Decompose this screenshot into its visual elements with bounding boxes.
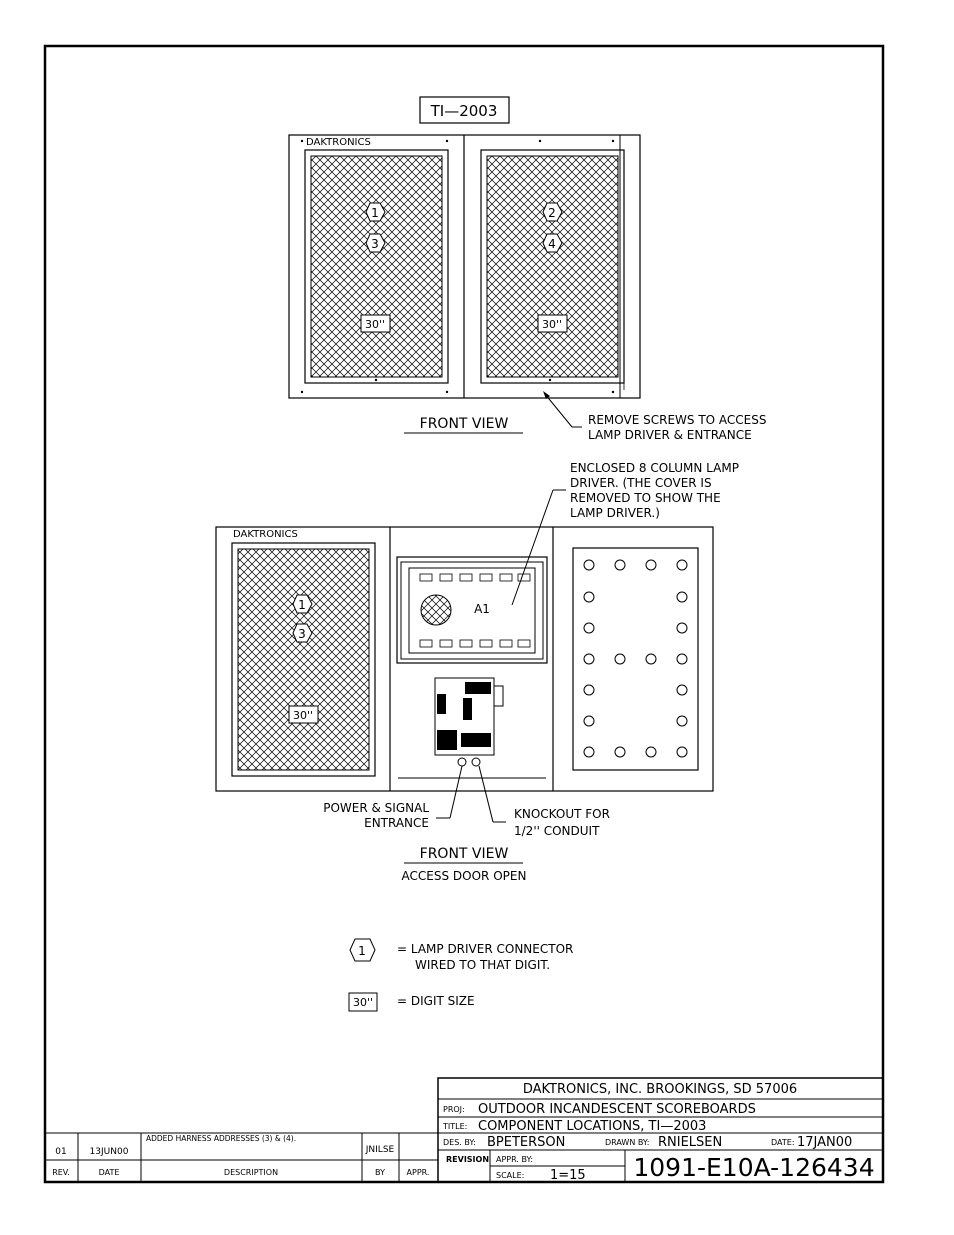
project-name: OUTDOOR INCANDESCENT SCOREBOARDS	[478, 1102, 756, 1117]
scale-label: SCALE:	[496, 1171, 525, 1180]
legend-connector-text: = LAMP DRIVER CONNECTOR	[397, 942, 574, 956]
remove-screws-note: REMOVE SCREWS TO ACCESS	[588, 413, 767, 427]
legend-connector-symbol: 1	[358, 944, 366, 958]
digit-size-text: 30''	[292, 709, 314, 722]
digit-size-text: 30''	[364, 318, 386, 331]
knockout-note-1: KNOCKOUT FOR	[514, 807, 610, 821]
rev-by: JNILSE	[365, 1145, 395, 1155]
header-appr: APPR.	[406, 1168, 430, 1177]
svg-text:3: 3	[371, 237, 379, 251]
svg-text:1: 1	[298, 598, 306, 612]
power-note-1: POWER & SIGNAL	[323, 801, 429, 815]
driver-note-2: DRIVER. (THE COVER IS	[570, 476, 712, 490]
header-description: DESCRIPTION	[223, 1168, 279, 1177]
front-view-open	[216, 461, 739, 883]
digit-mesh-open	[238, 549, 369, 770]
driver-note-4: LAMP DRIVER.)	[570, 506, 660, 520]
header-rev: REV.	[52, 1168, 70, 1177]
rev-description: ADDED HARNESS ADDRESSES (3) & (4).	[146, 1134, 297, 1143]
knockout-panel	[573, 548, 698, 770]
drawing-title: COMPONENT LOCATIONS, TI—2003	[478, 1119, 707, 1134]
brand-label: DAKTRONICS	[306, 137, 371, 148]
header-by: BY	[375, 1168, 385, 1177]
title-label: TITLE:	[443, 1122, 468, 1131]
knockout-note-2: 1/2'' CONDUIT	[514, 824, 600, 838]
company-name: DAKTRONICS, INC. BROOKINGS, SD 57006	[522, 1082, 798, 1097]
driver-note-3: REMOVED TO SHOW THE	[570, 491, 721, 505]
view-label-top: FRONT VIEW	[419, 416, 509, 432]
date-label: DATE:	[771, 1138, 795, 1147]
legend-size-symbol: 30''	[352, 996, 374, 1009]
svg-text:2: 2	[548, 206, 556, 220]
front-view-closed	[289, 97, 767, 442]
view-sublabel: ACCESS DOOR OPEN	[401, 869, 527, 883]
proj-label: PROJ:	[443, 1105, 465, 1114]
svg-text:3: 3	[298, 627, 306, 641]
view-label-open: FRONT VIEW	[419, 846, 509, 862]
scale-value: 1=15	[550, 1168, 586, 1183]
drawn-label: DRAWN BY:	[605, 1138, 650, 1147]
designer: BPETERSON	[487, 1135, 566, 1150]
legend-size-text: = DIGIT SIZE	[397, 994, 475, 1008]
rev-number: 01	[55, 1147, 67, 1157]
digit-mesh-left	[311, 156, 442, 377]
des-label: DES. BY:	[443, 1138, 476, 1147]
rev-date: 13JUN00	[89, 1147, 129, 1157]
title-box-text: TI—2003	[430, 102, 498, 120]
revision-label: REVISION	[446, 1155, 490, 1164]
digit-mesh-right	[487, 156, 618, 377]
drawn-by: RNIELSEN	[658, 1135, 723, 1150]
brand-label-open: DAKTRONICS	[233, 529, 298, 540]
driver-note-1: ENCLOSED 8 COLUMN LAMP	[570, 461, 739, 475]
drawing-date: 17JAN00	[797, 1135, 853, 1150]
svg-text:1: 1	[371, 206, 379, 220]
header-date: DATE	[98, 1168, 120, 1177]
digit-size-text: 30''	[541, 318, 563, 331]
legend	[349, 939, 573, 1011]
driver-label: A1	[474, 602, 490, 616]
legend-connector-text-2: WIRED TO THAT DIGIT.	[415, 958, 551, 972]
remove-screws-note-2: LAMP DRIVER & ENTRANCE	[588, 428, 752, 442]
appr-label: APPR. BY:	[496, 1155, 534, 1164]
svg-text:4: 4	[548, 237, 556, 251]
drawing-number: 1091-E10A-126434	[633, 1153, 875, 1182]
speaker-grill	[421, 595, 451, 625]
power-note-2: ENTRANCE	[364, 816, 429, 830]
